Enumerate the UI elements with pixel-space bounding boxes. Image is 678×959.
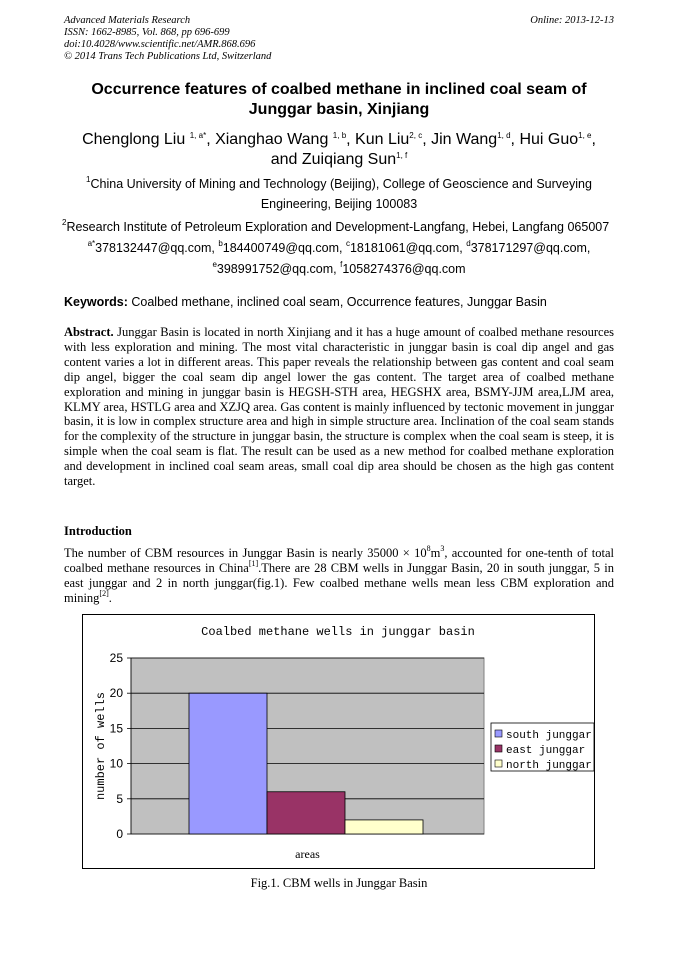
author-separator: ,	[591, 131, 596, 148]
intro-text-part: m	[430, 546, 441, 560]
email-link[interactable]: 18181061@qq.com,	[349, 241, 467, 255]
author-name: and Zuiqiang Sun	[270, 151, 397, 168]
author-name: , Xianghao Wang	[206, 131, 329, 148]
intro-text-part: , accounted for one-tenth of total coalbed methane resources in China	[64, 546, 614, 575]
author-list	[64, 130, 614, 170]
author-sup: 1, e	[578, 131, 592, 140]
journal-header	[64, 15, 271, 63]
email-link[interactable]: 398991752@qq.com,	[216, 262, 341, 276]
author-sup: 1, b	[332, 131, 347, 140]
affiliation-1	[64, 174, 614, 214]
email-sup: e	[212, 260, 217, 269]
abstract-text: Junggar Basin is located in north Xinjiang and it has a huge amount of coalbed methane resources with less exploration and mining. The most vital characteristic in junggar basin is coal dip angel and gas content varies a lot in different areas. This paper reveals the relationship between gas content and coal seam dip angel, bigger the coal seam dip angel lower the gas content. The target area of coalbed methane exploration and mining in junggar basin is HEGSH-STH area, HEGSHX area, BSMY-JJM area,LJM area, KLMY area, HSTLG area and XZJQ area. Gas content is mainly influenced by tectonic movement in junggar basin, it is low in complex structure area and high in simple structure area. Inclination of the coal seam stands for the complexity of the structure in junggar basin, the structure is complex when the coal seam is steep, it is simple when the coal seam is flat. The result can be used as a new method for coalbed methane exploration and development in inclined coal seam areas, small coal dip area should be chosen as the high gas content target.	[64, 325, 614, 489]
title-line-1: Occurrence features of coalbed methane in inclined coal seam of	[91, 81, 587, 98]
affiliation-1-line-2: Engineering, Beijing 100083	[260, 197, 418, 211]
journal-name: Advanced Materials Research	[64, 15, 191, 26]
keywords-text: Coalbed methane, inclined coal seam, Occurrence features, Junggar Basin	[127, 295, 547, 309]
author-sup: 1, a*	[189, 131, 207, 140]
author-line-1	[64, 130, 614, 150]
y-tick-label: 5	[116, 791, 123, 806]
email-line-1	[64, 238, 614, 259]
intro-text-part: .There are 28 CBM wells in Junggar Basin, 20 in south junggar, 5 in east junggar and 2 in north junggar(fig.1). Few coalbed methane wells mean less CBM exploration and mining	[64, 560, 614, 605]
author-name: , Kun Liu	[346, 131, 410, 148]
email-link[interactable]: 1058274376@qq.com	[342, 262, 466, 276]
email-sup: a*	[87, 239, 96, 248]
author-sup: 1, f	[396, 151, 408, 160]
author-name: , Hui Guo	[510, 131, 579, 148]
author-sup: 1, d	[497, 131, 511, 140]
figure-caption: Fig.1. CBM wells in Junggar Basin	[250, 876, 428, 890]
y-tick-label: 20	[109, 686, 123, 701]
intro-text-part: The number of CBM resources in Junggar Basin is nearly 35000 × 10	[64, 546, 427, 560]
y-axis-label: number of wells	[94, 691, 108, 801]
bar-chart	[83, 615, 594, 868]
bar-east-junggar	[267, 792, 345, 834]
legend-label: south junggar	[506, 730, 592, 742]
bar-north-junggar	[345, 820, 423, 834]
online-date: Online: 2013-12-13	[530, 15, 614, 26]
legend-label: north junggar	[506, 760, 592, 772]
citation-ref[interactable]: [2]	[99, 588, 109, 598]
email-sup: d	[466, 239, 471, 248]
doi-line: doi:10.4028/www.scientific.net/AMR.868.696	[64, 39, 256, 50]
citation-ref[interactable]: [1]	[248, 558, 259, 568]
title-line-2: Junggar basin, Xinjiang	[248, 101, 430, 118]
affiliation-text: China University of Mining and Technology (Beijing), College of Geoscience and Surveying	[90, 177, 592, 191]
affiliation-sup: 1	[86, 175, 91, 184]
intro-text-part: .	[108, 590, 112, 605]
abstract	[64, 325, 614, 489]
section-heading: Introduction	[64, 524, 132, 538]
bar-south-junggar	[189, 693, 267, 834]
author-name: , Jin Wang	[422, 131, 498, 148]
chart-title: Coalbed methane wells in junggar basin	[201, 625, 475, 639]
legend-swatch	[495, 745, 502, 752]
affiliation-text: Research Institute of Petroleum Exploration and Development-Langfang, Hebei, Langfang 065007	[66, 220, 610, 234]
x-axis-label: areas	[295, 847, 320, 861]
superscript: 3	[440, 544, 445, 553]
email-sup: c	[345, 239, 350, 248]
author-sup: 2, c	[409, 131, 423, 140]
abstract-label: Abstract.	[64, 325, 114, 339]
author-name: Chenglong Liu	[82, 131, 186, 148]
superscript: 8	[426, 544, 431, 553]
legend-label: east junggar	[506, 745, 586, 757]
legend-swatch	[495, 760, 502, 767]
copyright-line: © 2014 Trans Tech Publications Ltd, Switzerland	[64, 51, 272, 62]
email-list	[64, 238, 614, 280]
legend-swatch	[495, 730, 502, 737]
figure-chart	[82, 614, 595, 869]
email-link[interactable]: 378171297@qq.com,	[470, 241, 591, 255]
email-sup: f	[340, 260, 343, 269]
paper-title	[64, 80, 614, 120]
affiliation-sup: 2	[62, 218, 67, 227]
keywords-label: Keywords:	[64, 295, 128, 309]
affiliation-2	[62, 217, 622, 237]
email-sup: b	[218, 239, 223, 248]
author-line-2	[64, 150, 614, 170]
y-tick-label: 0	[116, 827, 123, 841]
y-tick-label: 15	[109, 721, 123, 736]
y-tick-label: 25	[109, 651, 123, 665]
affiliation-1-line-1	[64, 174, 614, 194]
email-link[interactable]: 184400749@qq.com,	[222, 241, 346, 255]
keywords	[64, 295, 614, 309]
email-line-2	[64, 259, 614, 280]
intro-paragraph	[64, 546, 614, 606]
email-link[interactable]: 378132447@qq.com,	[95, 241, 219, 255]
issn-line: ISSN: 1662-8985, Vol. 868, pp 696-699	[64, 27, 230, 38]
y-tick-label: 10	[109, 756, 123, 771]
